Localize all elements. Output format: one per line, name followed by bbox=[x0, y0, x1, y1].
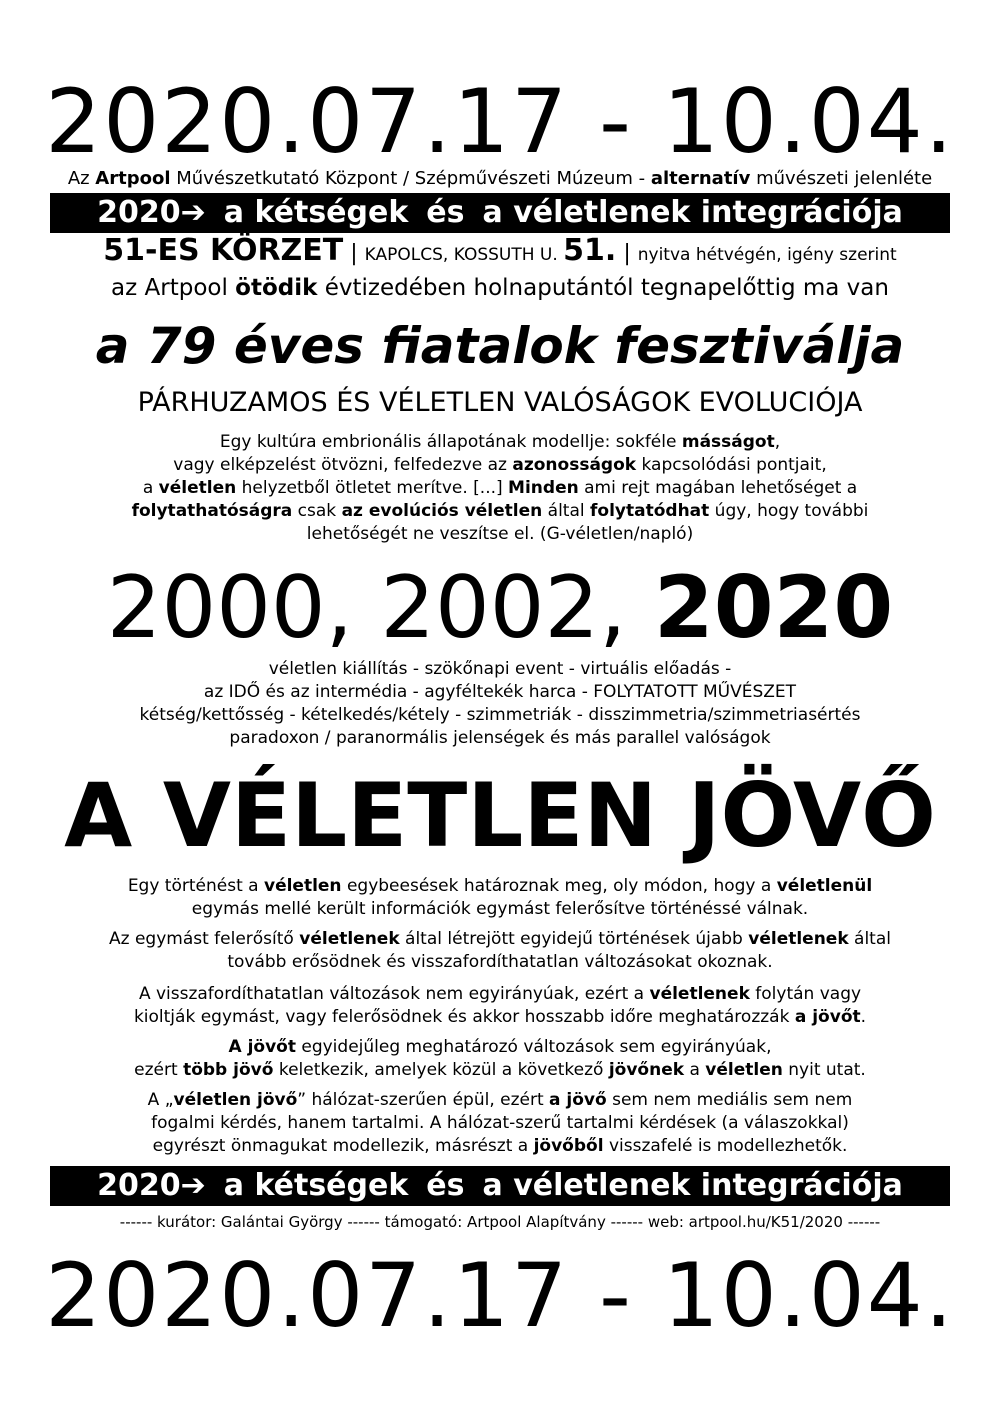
years-regular: 2000, 2002, bbox=[106, 558, 654, 658]
intro-text: Az bbox=[67, 168, 96, 189]
paragraph-4: A jövőt egyidejűleg meghatározó változások sem egyirányúak, ezért több jövő keletkezik, amelyek közül a következő jövőnek a véletlen nyit utat. bbox=[134, 1037, 866, 1080]
korzet-hours: nyitva hétvégén, igény szerint bbox=[637, 245, 897, 265]
topics-line: az IDŐ és az intermédia - agyféltekék harca - FOLYTATOTT MŰVÉSZET bbox=[203, 682, 797, 702]
quote-line: vagy elképzelést ötvözni, felfedezve az azonosságok kapcsolódási pontjait, bbox=[173, 455, 827, 475]
intro-bold: alternatív bbox=[650, 168, 751, 189]
quote-line: Egy kultúra embrionális állapotának modellje: sokféle másságot, bbox=[219, 432, 781, 452]
banner-word: és bbox=[426, 195, 465, 230]
date-range-bottom: 2020.07.17 - 10.04. bbox=[45, 1244, 955, 1347]
banner-word: és bbox=[426, 1168, 465, 1203]
intro-line bbox=[0, 168, 1000, 190]
banner-word: a bbox=[223, 1168, 245, 1203]
banner-word: kétségek bbox=[254, 195, 409, 230]
banner-top bbox=[50, 193, 950, 233]
quote-line: lehetőségét ne veszítse el. (G-véletlen/napló) bbox=[306, 524, 694, 544]
date-range-top: 2020.07.17 - 10.04. bbox=[45, 70, 955, 173]
artpool-link-text: Artpool bbox=[95, 168, 171, 189]
evtized-text: az Artpool bbox=[111, 275, 236, 301]
intro-text: Művészetkutató Központ / Szépművészeti Múzeum - bbox=[170, 168, 651, 189]
paragraph-1: Egy történést a véletlen egybeesések határoznak meg, oly módon, hogy a véletlenül egymás mellé került információk egymást felerősítve történéssé válnak. bbox=[127, 876, 873, 919]
intro-text: művészeti jelenléte bbox=[750, 168, 933, 189]
subtitle: PÁRHUZAMOS ÉS VÉLETLEN VALÓSÁGOK EVOLUCIÓJA bbox=[137, 387, 863, 418]
future-title: A VÉLETLEN JÖVŐ bbox=[64, 764, 936, 867]
quote-line: a véletlen helyzetből ötletet merítve. [...] Minden ami rejt magában lehetőséget a bbox=[142, 478, 858, 498]
footer-credits: ------ kurátor: Galántai György ------ támogató: Artpool Alapítvány ------ web: artpool.hu/K51/2020 ------ bbox=[119, 1213, 881, 1231]
banner-word: a bbox=[482, 1168, 503, 1203]
evtized-text: évtizedében holnaputántól tegnapelőttig ma van bbox=[317, 275, 889, 301]
evtized-bold: ötödik bbox=[235, 275, 318, 301]
korzet-number: 51. bbox=[563, 233, 617, 268]
banner-word: a bbox=[482, 195, 503, 230]
arrow-icon: ➔ bbox=[180, 1168, 206, 1203]
paragraph-3: A visszafordíthatatlan változások nem egyirányúak, ezért a véletlenek folytán vagy kioltják egymást, vagy felerősödnek és akkor hosszabb időre meghatározzák a jövőt. bbox=[133, 984, 867, 1027]
banner-word: véletlenek integrációja bbox=[513, 1168, 903, 1203]
banner-word: a bbox=[223, 195, 245, 230]
banner-year: 2020 bbox=[97, 195, 181, 230]
years-line bbox=[0, 558, 1000, 658]
separator: | bbox=[616, 241, 638, 266]
topics-block bbox=[0, 658, 1000, 750]
banner-year: 2020 bbox=[97, 1168, 181, 1203]
korzet-name: 51-ES KÖRZET bbox=[103, 233, 344, 268]
festival-title: a 79 éves fiatalok fesztiválja bbox=[95, 317, 905, 375]
paragraph-5: A „véletlen jövő” hálózat-szerűen épül, ezért a jövő sem nem mediális sem nem fogalmi kérdés, hanem tartalmi. A hálózat-szerű tartalmi kérdések (a válaszokkal) egyrészt önmagukat modellezik, másrészt a jövőből visszafelé is modellezhetők. bbox=[147, 1090, 853, 1156]
years-bold: 2020 bbox=[653, 558, 894, 658]
quote-block bbox=[0, 431, 1000, 546]
paragraph-2: Az egymást felerősítő véletlenek által létrejött egyidejű történések újabb véletlenek által tovább erősödnek és visszafordíthatatlan változásokat okoznak. bbox=[109, 929, 891, 972]
topics-line: paradoxon / paranormális jelenségek és más parallel valóságok bbox=[229, 728, 771, 748]
quote-line: folytathatóságra csak az evolúciós véletlen által folytatódhat úgy, hogy további bbox=[131, 501, 869, 521]
korzet-place: KAPOLCS, KOSSUTH U. bbox=[364, 245, 564, 265]
banner-word: kétségek bbox=[254, 1168, 409, 1203]
korzet-line bbox=[0, 233, 1000, 270]
separator: | bbox=[343, 241, 365, 266]
topics-line: véletlen kiállítás - szökőnapi event - virtuális előadás - bbox=[268, 659, 732, 679]
evtized-line bbox=[0, 273, 1000, 303]
banner-bottom bbox=[50, 1166, 950, 1206]
arrow-icon: ➔ bbox=[180, 195, 206, 230]
banner-word: véletlenek integrációja bbox=[513, 195, 903, 230]
topics-line: kétség/kettősség - kételkedés/kétely - szimmetriák - disszimmetria/szimmetriasértés bbox=[139, 705, 861, 725]
